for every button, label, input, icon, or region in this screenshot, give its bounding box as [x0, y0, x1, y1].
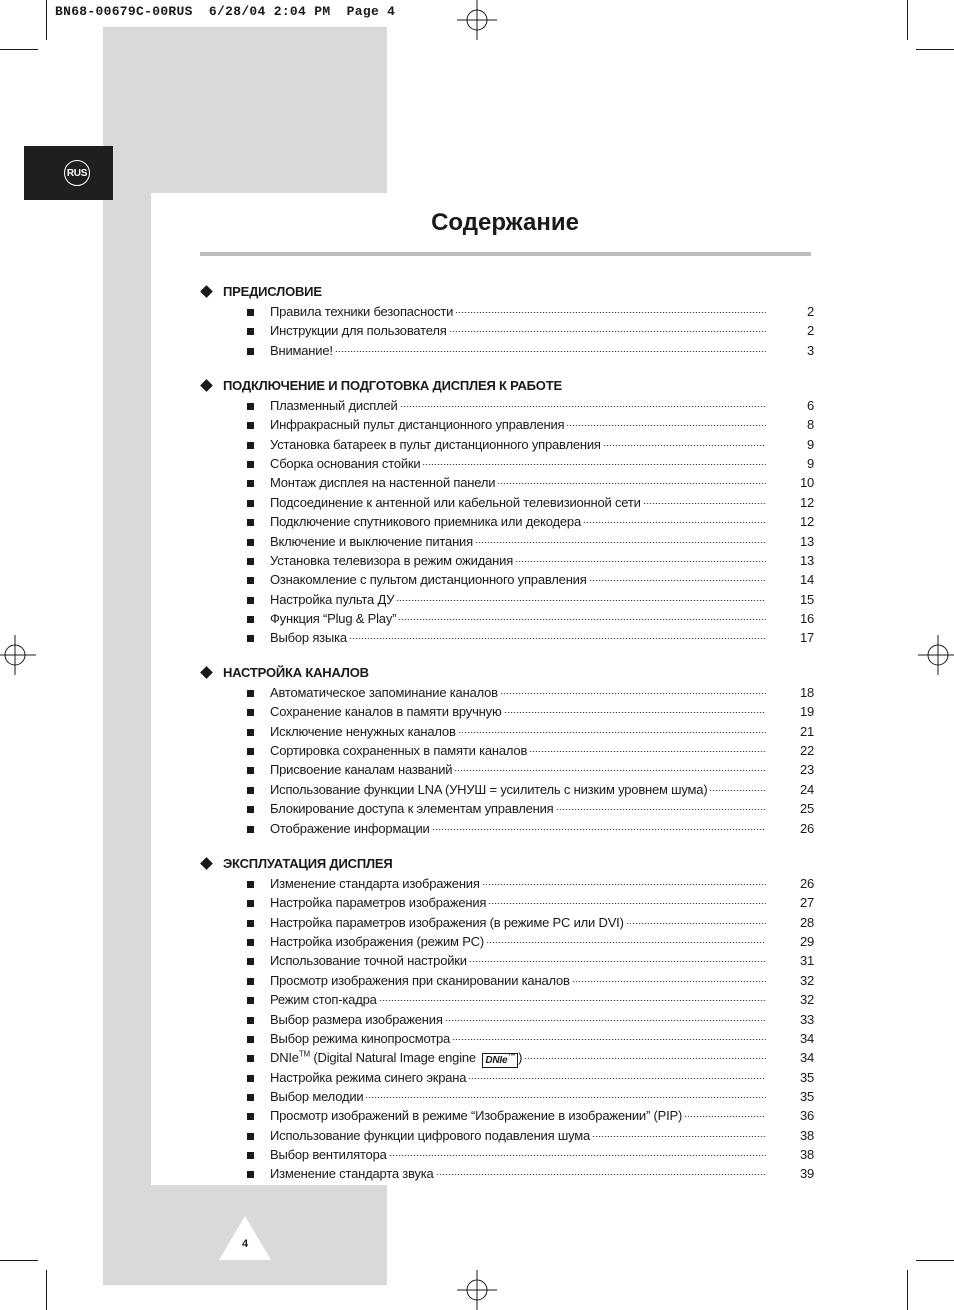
toc-entry[interactable]: [200, 761, 815, 779]
toc-entry[interactable]: [200, 436, 815, 454]
toc-entry[interactable]: [200, 494, 815, 512]
crop-mark: [0, 49, 38, 50]
dot-leader: [349, 638, 766, 639]
toc-entry-label: Внимание!: [270, 342, 333, 358]
square-bullet-icon: [247, 577, 254, 584]
toc-entry-page: 10: [799, 475, 814, 491]
dot-leader: [497, 483, 766, 484]
section-heading-label: ЭКСПЛУАТАЦИЯ ДИСПЛЕЯ: [223, 856, 393, 871]
toc-entry[interactable]: [200, 820, 815, 838]
toc-entry-page: 34: [799, 1050, 814, 1066]
toc-entry-line: [270, 933, 766, 951]
square-bullet-icon: [247, 1075, 254, 1082]
square-bullet-icon: [247, 958, 254, 965]
toc-entry-line: [270, 552, 766, 570]
toc-entry-label: Использование функции цифрового подавления шума: [270, 1127, 591, 1143]
toc-entry-page: 33: [799, 1011, 814, 1027]
toc-entry[interactable]: [200, 416, 815, 434]
toc-entry-line: [270, 972, 766, 990]
toc-entry-label: Присвоение каналам названий: [270, 762, 453, 778]
dot-leader: [398, 619, 766, 620]
toc-entry-page: 31: [799, 953, 814, 969]
toc-entry-label: Автоматическое запоминание каналов: [270, 685, 498, 700]
square-bullet-icon: [247, 1113, 254, 1120]
square-bullet-icon: [247, 348, 254, 355]
dnie-logo-icon: DNIe™: [482, 1053, 518, 1068]
toc-entry-page: 22: [799, 743, 814, 758]
toc-entry[interactable]: [200, 303, 815, 321]
toc-entry-line: [270, 1049, 766, 1068]
gray-panel-side: [103, 190, 151, 1285]
toc-entry-line: [270, 1146, 766, 1164]
toc-entry-label: Изменение стандарта звука: [270, 1166, 434, 1182]
toc-entry-label: Просмотр изображений в режиме “Изображение в изображении” (PIP): [270, 1108, 683, 1124]
toc-entry-line: [270, 533, 766, 551]
toc-entry-page: 36: [799, 1108, 814, 1124]
toc-entry[interactable]: [200, 703, 815, 721]
dot-leader: [468, 1078, 766, 1079]
dot-leader: [445, 1020, 766, 1021]
toc-entry[interactable]: [200, 610, 815, 628]
toc-entry-label: Режим стоп-кадра: [270, 992, 377, 1008]
square-bullet-icon: [247, 826, 254, 833]
dot-leader: [556, 809, 766, 810]
toc-entry-line: [270, 991, 766, 1009]
dot-leader: [365, 1097, 766, 1098]
trademark-mark: ™: [507, 1051, 516, 1061]
toc-entry-label: Подсоединение к антенной или кабельной телевизионной сети: [270, 494, 641, 510]
toc-entry-label: Включение и выключение питания: [270, 533, 473, 549]
toc-entry-page: 13: [799, 552, 814, 568]
toc-entry-page: 2: [806, 323, 814, 339]
toc-entry-line: [270, 761, 766, 779]
dot-leader: [529, 751, 766, 752]
crop-mark: [46, 1270, 47, 1310]
square-bullet-icon: [247, 1055, 254, 1062]
square-bullet-icon: [247, 519, 254, 526]
toc-entry-line: [270, 591, 766, 609]
toc-entry-page: 9: [806, 436, 814, 452]
section-heading-label: ПОДКЛЮЧЕНИЕ И ПОДГОТОВКА ДИСПЛЕЯ К РАБОТЕ: [223, 378, 562, 393]
toc-entry[interactable]: [200, 1049, 815, 1067]
square-bullet-icon: [247, 1017, 254, 1024]
toc-entry-page: 17: [799, 630, 814, 646]
toc-entry-label: Выбор вентилятора: [270, 1146, 387, 1162]
square-bullet-icon: [247, 690, 254, 697]
square-bullet-icon: [247, 442, 254, 449]
toc-entry-page: 28: [799, 914, 814, 930]
toc-entry-line: [270, 1107, 766, 1125]
dot-leader: [400, 406, 766, 407]
square-bullet-icon: [247, 806, 254, 813]
toc-entry-line: [270, 416, 766, 434]
toc-entry-page: 16: [799, 610, 814, 626]
toc-entry-line: [270, 742, 766, 760]
toc-entry-page: 32: [799, 972, 814, 988]
dot-leader: [583, 522, 766, 523]
toc-entry-label: Настройка параметров изображения: [270, 895, 487, 911]
toc-entry-line: [270, 1011, 766, 1029]
dot-leader: [458, 732, 766, 733]
toc-entry[interactable]: [200, 781, 815, 799]
toc-entry-label: Блокирование доступа к элементам управления: [270, 801, 554, 817]
toc-entry-page: 13: [799, 533, 814, 549]
toc-entry[interactable]: [200, 684, 815, 702]
toc-entry[interactable]: [200, 533, 815, 551]
toc-entry-page: 26: [799, 876, 814, 891]
toc-entry-label: Установка телевизора в режим ожидания: [270, 552, 514, 568]
toc-entry-page: 14: [799, 572, 814, 588]
toc-entry-line: [270, 342, 766, 360]
toc-entry-line: [270, 513, 766, 531]
dot-leader: [335, 351, 766, 352]
section-heading-label: ПРЕДИСЛОВИЕ: [223, 284, 322, 299]
toc-entry-page: 34: [799, 1030, 814, 1046]
square-bullet-icon: [247, 900, 254, 907]
toc-entry[interactable]: [200, 342, 815, 360]
toc-entry[interactable]: [200, 894, 815, 912]
language-badge: RUS: [64, 160, 90, 186]
toc-entry[interactable]: [200, 914, 815, 932]
toc-entry-label: Инструкции для пользователя: [270, 323, 447, 339]
toc-entry-label: Монтаж дисплея на настенной панели: [270, 475, 496, 491]
toc-entry-label: Ознакомление с пультом дистанционного управления: [270, 572, 587, 588]
toc-entry-page: 2: [806, 304, 814, 319]
toc-entry-line: [270, 952, 766, 970]
toc-entry-label: Выбор режима кинопросмотра: [270, 1030, 451, 1046]
toc-entry-line: [270, 703, 766, 721]
toc-entry[interactable]: [200, 1146, 815, 1164]
dot-leader: [389, 1155, 766, 1156]
toc-entry[interactable]: [200, 800, 815, 818]
toc-entry-line: [270, 1088, 766, 1106]
toc-entry-page: 23: [799, 762, 814, 778]
toc-entry[interactable]: [200, 1127, 815, 1145]
toc-entry-page: 39: [799, 1166, 814, 1182]
toc-entry[interactable]: [200, 933, 815, 951]
dot-leader: [486, 942, 766, 943]
trademark-mark: TM: [298, 1049, 310, 1059]
square-bullet-icon: [247, 422, 254, 429]
dot-leader: [432, 829, 766, 830]
toc-entry-label: Настройка режима синего экрана: [270, 1069, 467, 1085]
square-bullet-icon: [247, 1152, 254, 1159]
dot-leader: [524, 1058, 766, 1059]
dot-leader: [643, 503, 766, 504]
crop-mark: [0, 1260, 38, 1261]
dot-leader: [396, 600, 766, 601]
toc-entry-label: Инфракрасный пульт дистанционного управления: [270, 417, 565, 433]
square-bullet-icon: [247, 709, 254, 716]
toc-entry-line: [270, 571, 766, 589]
toc-entry-label: DNIe™ (Digital Natural Image engine DNIe™ ): [270, 1049, 523, 1067]
toc-entry-label: Сортировка сохраненных в памяти каналов: [270, 743, 528, 758]
toc-entry[interactable]: [200, 552, 815, 570]
toc-entry-page: 35: [799, 1088, 814, 1104]
toc-entry-label: Настройка пульта ДУ: [270, 591, 395, 607]
toc-entry-page: 12: [799, 514, 814, 530]
toc-entry-line: [270, 875, 766, 893]
toc-entry-line: [270, 1030, 766, 1048]
toc-entry-page: 8: [806, 417, 814, 433]
dot-leader: [482, 884, 766, 885]
toc-entry-page: 9: [806, 456, 814, 472]
toc-entry-line: [270, 303, 766, 321]
square-bullet-icon: [247, 480, 254, 487]
toc-entry-page: 3: [806, 342, 814, 358]
toc-entry-line: [270, 800, 766, 818]
crop-mark: [916, 1260, 954, 1261]
toc-entry-line: [270, 610, 766, 628]
toc-entry-label: Просмотр изображения при сканировании каналов: [270, 972, 570, 988]
toc-entry[interactable]: [200, 875, 815, 893]
toc-entry-label: Сохранение каналов в памяти вручную: [270, 704, 502, 720]
toc-entry-label: Подключение спутникового приемника или декодера: [270, 514, 581, 530]
crop-mark: [907, 1270, 908, 1310]
toc-entry-page: 38: [799, 1146, 814, 1162]
toc-entry[interactable]: [200, 1030, 815, 1048]
dot-leader: [572, 981, 766, 982]
toc-entry-line: [270, 436, 766, 454]
toc-entry[interactable]: [200, 1069, 815, 1087]
square-bullet-icon: [247, 616, 254, 623]
toc-entry[interactable]: [200, 1011, 815, 1029]
page-title: Содержание: [431, 209, 579, 236]
toc-entry[interactable]: [200, 1165, 815, 1183]
page-number: 4: [241, 1238, 249, 1250]
toc-entry-label: Исключение ненужных каналов: [270, 723, 456, 739]
dot-leader: [449, 331, 766, 332]
square-bullet-icon: [247, 1094, 254, 1101]
toc-entry-line: [270, 629, 766, 647]
registration-mark-icon: [0, 635, 40, 675]
toc-entry-page: 38: [799, 1127, 814, 1143]
toc-entry-line: [270, 474, 766, 492]
toc-entry-line: [270, 455, 766, 473]
toc-entry-label: Изменение стандарта изображения: [270, 876, 480, 891]
square-bullet-icon: [247, 881, 254, 888]
square-bullet-icon: [247, 920, 254, 927]
toc-entry-line: [270, 1127, 766, 1145]
toc-entry-line: [270, 684, 766, 702]
dot-leader: [709, 790, 766, 791]
toc-entry-label: Настройка параметров изображения (в режиме PC или DVI): [270, 914, 624, 930]
toc-entry-line: [270, 914, 766, 932]
toc-entry[interactable]: [200, 591, 815, 609]
toc-entry-label: Отображение информации: [270, 820, 430, 836]
square-bullet-icon: [247, 403, 254, 410]
toc-entry-label: Правила техники безопасности: [270, 304, 454, 319]
square-bullet-icon: [247, 939, 254, 946]
dot-leader: [455, 312, 766, 313]
dot-leader: [603, 445, 766, 446]
dot-leader: [422, 464, 766, 465]
dot-leader: [436, 1174, 766, 1175]
dot-leader: [454, 770, 766, 771]
square-bullet-icon: [247, 767, 254, 774]
toc-entry-line: [270, 1069, 766, 1087]
square-bullet-icon: [247, 558, 254, 565]
square-bullet-icon: [247, 1171, 254, 1178]
toc-entry-label: Выбор мелодии: [270, 1088, 364, 1104]
toc-entry-page: 32: [799, 992, 814, 1008]
toc-entry-page: 18: [799, 685, 814, 700]
toc-entry-label: Установка батареек в пульт дистанционного управления: [270, 436, 601, 452]
toc-entry[interactable]: [200, 513, 815, 531]
dot-leader: [469, 961, 766, 962]
toc-entry[interactable]: [200, 571, 815, 589]
section-heading-label: НАСТРОЙКА КАНАЛОВ: [223, 665, 369, 680]
toc-entry-page: 35: [799, 1069, 814, 1085]
dot-leader: [626, 923, 766, 924]
dot-leader: [504, 712, 766, 713]
toc-entry-page: 29: [799, 934, 814, 949]
toc-entry-page: 6: [806, 398, 814, 413]
square-bullet-icon: [247, 787, 254, 794]
registration-mark-icon: [457, 0, 497, 40]
dot-leader: [488, 903, 766, 904]
print-slug: BN68-00679C-00RUS 6/28/04 2:04 PM Page 4: [55, 4, 396, 19]
toc-entry-page: 26: [799, 820, 814, 836]
toc-entry-line: [270, 1165, 766, 1183]
square-bullet-icon: [247, 997, 254, 1004]
toc-entry-page: 19: [799, 704, 814, 720]
toc-entry-line: [270, 322, 766, 340]
dot-leader: [500, 693, 766, 694]
toc-entry-page: 27: [799, 895, 814, 911]
dot-leader: [589, 580, 766, 581]
square-bullet-icon: [247, 729, 254, 736]
square-bullet-icon: [247, 539, 254, 546]
toc-entry-label: Сборка основания стойки: [270, 456, 421, 472]
registration-mark-icon: [457, 1270, 497, 1310]
registration-mark-icon: [914, 635, 954, 675]
square-bullet-icon: [247, 597, 254, 604]
square-bullet-icon: [247, 978, 254, 985]
toc-entry[interactable]: [200, 972, 815, 990]
dot-leader: [452, 1039, 766, 1040]
toc-entry[interactable]: [200, 991, 815, 1009]
square-bullet-icon: [247, 309, 254, 316]
toc-entry-page: 12: [799, 494, 814, 510]
dot-leader: [515, 561, 766, 562]
toc-entry[interactable]: [200, 1107, 815, 1125]
crop-mark: [916, 49, 954, 50]
toc-entry-label: Функция “Plug & Play”: [270, 610, 397, 626]
square-bullet-icon: [247, 1036, 254, 1043]
square-bullet-icon: [247, 748, 254, 755]
toc-entry-page: 25: [799, 801, 814, 817]
toc-entry-label: Плазменный дисплей: [270, 398, 398, 413]
toc-entry-label: Настройка изображения (режим PC): [270, 934, 484, 949]
toc-entry-label: Выбор размера изображения: [270, 1011, 443, 1027]
toc-entry[interactable]: [200, 742, 815, 760]
dot-leader: [566, 425, 766, 426]
toc-entry-page: 24: [799, 781, 814, 797]
toc-entry-line: [270, 494, 766, 512]
square-bullet-icon: [247, 635, 254, 642]
toc-entry[interactable]: [200, 397, 815, 415]
title-rule: [200, 252, 811, 256]
toc-entry-line: [270, 894, 766, 912]
toc-entry[interactable]: [200, 455, 815, 473]
toc-entry-label: Использование точной настройки: [270, 953, 467, 969]
toc-entry-label: Использование функции LNA (УНУШ = усилитель с низким уровнем шума): [270, 781, 708, 797]
toc-entry[interactable]: [200, 629, 815, 647]
toc-entry[interactable]: [200, 474, 815, 492]
dot-leader: [684, 1116, 766, 1117]
toc-entry-label: Выбор языка: [270, 630, 347, 646]
square-bullet-icon: [247, 328, 254, 335]
square-bullet-icon: [247, 500, 254, 507]
toc-entry[interactable]: [200, 952, 815, 970]
dot-leader: [475, 542, 766, 543]
toc-entry[interactable]: [200, 723, 815, 741]
toc-entry-line: [270, 397, 766, 415]
toc-entry-page: 15: [799, 591, 814, 607]
toc-entry[interactable]: [200, 322, 815, 340]
dot-leader: [592, 1136, 766, 1137]
square-bullet-icon: [247, 461, 254, 468]
square-bullet-icon: [247, 1133, 254, 1140]
toc-entry-line: [270, 781, 766, 799]
toc-entry[interactable]: [200, 1088, 815, 1106]
toc-entry-line: [270, 820, 766, 838]
dot-leader: [379, 1000, 766, 1001]
crop-mark: [907, 0, 908, 40]
toc-entry-page: 21: [799, 723, 814, 739]
crop-mark: [46, 0, 47, 40]
toc-entry-line: [270, 723, 766, 741]
gray-panel-top: [103, 27, 387, 197]
